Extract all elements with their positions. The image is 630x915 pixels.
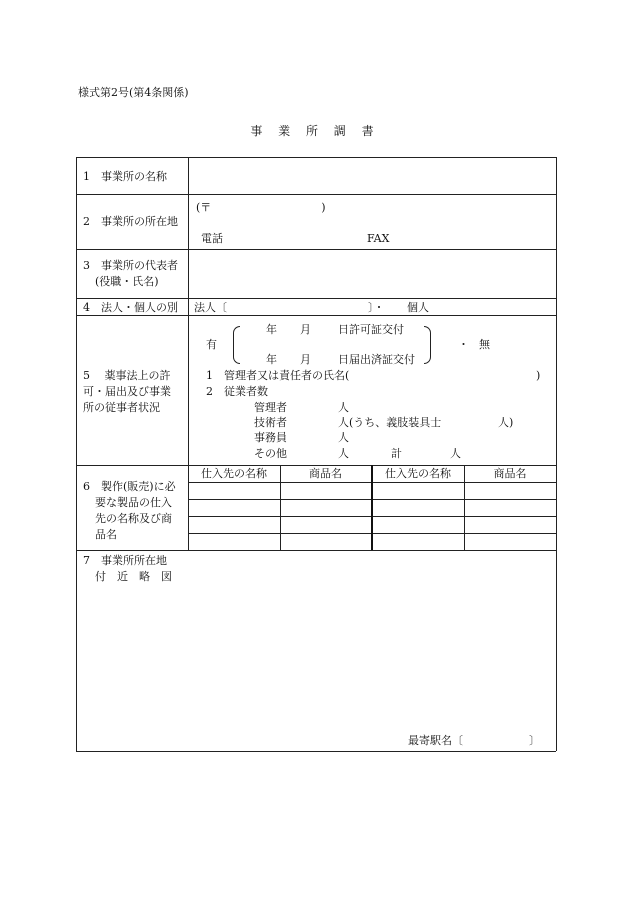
table-right-border xyxy=(556,157,557,751)
row6-label-4: 品名 xyxy=(95,528,117,541)
right-brace xyxy=(424,326,431,364)
separator-dot: ・ xyxy=(458,338,469,351)
document-title: 事 業 所 調 書 xyxy=(250,124,380,138)
row6-label-2: 要な製品の仕入 xyxy=(95,496,172,509)
row1-label: 1 事業所の名称 xyxy=(83,170,167,183)
phone-label: 電話 xyxy=(201,232,223,245)
other-count-unit: 人 xyxy=(338,447,349,460)
corporation-option[interactable]: 法人〔 xyxy=(194,301,227,314)
supplier-header-1: 仕入先の名称 xyxy=(201,467,267,480)
row3-label-1: 3 事業所の代表者 xyxy=(83,259,178,272)
notice-issued-label: 日届出済証交付 xyxy=(338,353,415,366)
individual-option[interactable]: 個人 xyxy=(407,301,429,314)
row-divider-6 xyxy=(76,550,556,551)
business-name-field[interactable] xyxy=(190,158,554,193)
manager-name-close: ) xyxy=(536,369,541,382)
row5-label-2: 可・届出及び事業 xyxy=(83,385,171,398)
row7-label-2: 付 近 略 図 xyxy=(95,570,172,583)
row5-label-3: 所の従事者状況 xyxy=(83,401,160,414)
total-count-unit: 人 xyxy=(450,447,461,460)
table-left-border xyxy=(76,157,77,751)
permit-issued-label: 日許可証交付 xyxy=(338,323,404,336)
table-bottom-border xyxy=(76,751,556,752)
row3-label-2: (役職・氏名) xyxy=(95,275,159,288)
notice-year-label: 年 xyxy=(266,353,277,366)
row6-label-3: 先の名称及び商 xyxy=(95,512,172,525)
manager-count-label: 管理者 xyxy=(254,401,287,414)
license-yes-option[interactable]: 有 xyxy=(206,338,217,351)
corp-bracket-close: 〕・ xyxy=(368,301,385,314)
label-column-divider xyxy=(188,157,189,550)
manager-name-label: 1 管理者又は責任者の氏名( xyxy=(206,369,350,382)
row-divider-1 xyxy=(76,194,556,195)
technician-count-label: 技術者 xyxy=(254,416,287,429)
technician-count-detail: 人(うち、義肢装具士 xyxy=(338,416,442,429)
employee-count-label: 2 従業者数 xyxy=(206,385,268,398)
row-divider-4 xyxy=(76,315,556,316)
permit-month-label: 月 xyxy=(300,323,311,336)
row6-label-1: 6 製作(販売)に必 xyxy=(83,480,176,493)
product-header-1: 商品名 xyxy=(309,467,342,480)
staff-count-unit: 人 xyxy=(338,431,349,444)
representative-field[interactable] xyxy=(190,250,554,297)
license-none-option[interactable]: 無 xyxy=(479,338,490,351)
row7-label-1: 7 事業所所在地 xyxy=(83,554,167,567)
row-divider-3 xyxy=(76,298,556,299)
nearest-station-field[interactable]: 最寄駅名〔 〕 xyxy=(408,734,540,747)
row4-label: 4 法人・個人の別 xyxy=(83,301,178,314)
row5-label-1: 5 薬事法上の許 xyxy=(83,369,171,382)
map-drawing-area[interactable] xyxy=(190,552,554,727)
technician-count-close: 人) xyxy=(498,416,514,429)
manager-count-unit: 人 xyxy=(338,401,349,414)
permit-year-label: 年 xyxy=(266,323,277,336)
product-header-2: 商品名 xyxy=(493,467,527,480)
supplier-header-2: 仕入先の名称 xyxy=(385,467,451,480)
staff-count-label: 事務員 xyxy=(254,431,287,444)
fax-label: FAX xyxy=(367,232,390,245)
row2-label: 2 事業所の所在地 xyxy=(83,215,178,228)
other-count-label: その他 xyxy=(254,447,287,460)
postal-code-field[interactable]: (〒 ) xyxy=(196,201,326,214)
notice-month-label: 月 xyxy=(300,353,311,366)
row-divider-5 xyxy=(76,465,556,466)
form-number: 様式第2号(第4条関係) xyxy=(78,86,189,99)
total-label: 計 xyxy=(391,447,402,460)
left-brace xyxy=(233,326,240,364)
